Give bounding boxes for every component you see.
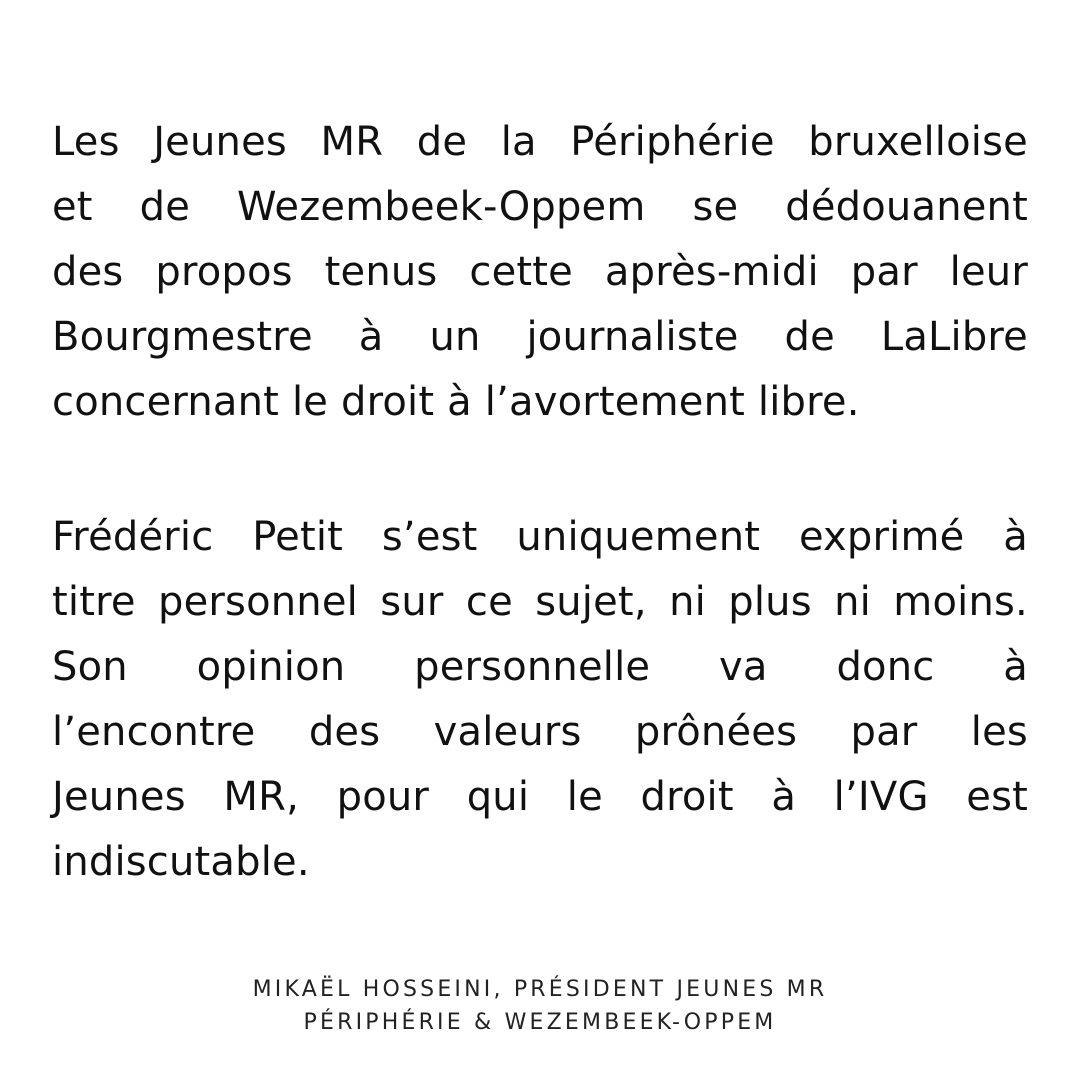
word: se [692, 184, 739, 230]
word: Périphérie [570, 119, 775, 165]
word: l’IVG [833, 774, 929, 820]
word: pour [336, 774, 430, 820]
word: à [1003, 644, 1028, 690]
word: de [139, 184, 191, 230]
word: sur [380, 579, 444, 625]
word: Jeunes [153, 119, 287, 165]
word: MR [320, 119, 384, 165]
paragraph-line: concernant le droit à l’avortement libre. [52, 379, 860, 425]
word: Frédéric [52, 514, 214, 560]
word: valeurs [433, 709, 582, 755]
signature-affiliation: PÉRIPHÉRIE & WEZEMBEEK-OPPEM [303, 1010, 777, 1035]
word: dédouanent [785, 184, 1028, 230]
word: exprimé [798, 514, 965, 560]
paragraph-line [52, 305, 1028, 370]
word: Les [52, 119, 120, 165]
word: sujet, [535, 579, 647, 625]
paragraph-line [52, 505, 1028, 570]
word: Son [52, 644, 128, 690]
word: par [850, 709, 918, 755]
word: par [850, 249, 918, 295]
paragraph-line [52, 240, 1028, 305]
word: leur [949, 249, 1028, 295]
word: ni [669, 579, 706, 625]
word: Wezembeek-Oppem [236, 184, 646, 230]
word: ni [834, 579, 871, 625]
statement-paragraph-1 [52, 110, 1028, 435]
word: le [566, 774, 603, 820]
word: uniquement [516, 514, 761, 560]
word: à [358, 314, 384, 360]
word: MR, [223, 774, 299, 820]
word: est [966, 774, 1028, 820]
word: et [52, 184, 93, 230]
word: donc [836, 644, 935, 690]
word: prônées [634, 709, 798, 755]
word: personnel [157, 579, 358, 625]
signature-block [0, 973, 1080, 1039]
word: tenus [324, 249, 438, 295]
statement-paragraph-2 [52, 505, 1028, 895]
paragraph-line: indiscutable. [52, 839, 310, 885]
word: un [429, 314, 481, 360]
word: journaliste [526, 314, 739, 360]
word: Petit [252, 514, 344, 560]
word: va [719, 644, 768, 690]
paragraph-line [52, 765, 1028, 830]
word: à [771, 774, 797, 820]
word: s’est [381, 514, 478, 560]
word: titre [52, 579, 136, 625]
word: opinion [196, 644, 346, 690]
word: des [308, 709, 381, 755]
word: la [500, 119, 537, 165]
word: personnelle [414, 644, 651, 690]
word: cette [469, 249, 573, 295]
word: des [52, 249, 124, 295]
word: LaLibre [880, 314, 1028, 360]
word: droit [640, 774, 734, 820]
word: les [970, 709, 1028, 755]
paragraph-line [52, 110, 1028, 175]
word: plus [728, 579, 812, 625]
word: qui [466, 774, 530, 820]
word: propos [155, 249, 293, 295]
word: bruxelloise [808, 119, 1028, 165]
word: à [1003, 514, 1028, 560]
signature-name-title: MIKAËL HOSSEINI, PRÉSIDENT JEUNES MR [252, 977, 828, 1002]
paragraph-line [52, 570, 1028, 635]
word: après-midi [604, 249, 819, 295]
paragraph-line [52, 700, 1028, 765]
word: ce [465, 579, 513, 625]
word: l’encontre [52, 709, 256, 755]
paragraph-line [52, 635, 1028, 700]
word: de [784, 314, 835, 360]
word: Bourgmestre [52, 314, 313, 360]
paragraph-line [52, 175, 1028, 240]
word: moins. [893, 579, 1028, 625]
word: de [416, 119, 468, 165]
word: Jeunes [52, 774, 186, 820]
